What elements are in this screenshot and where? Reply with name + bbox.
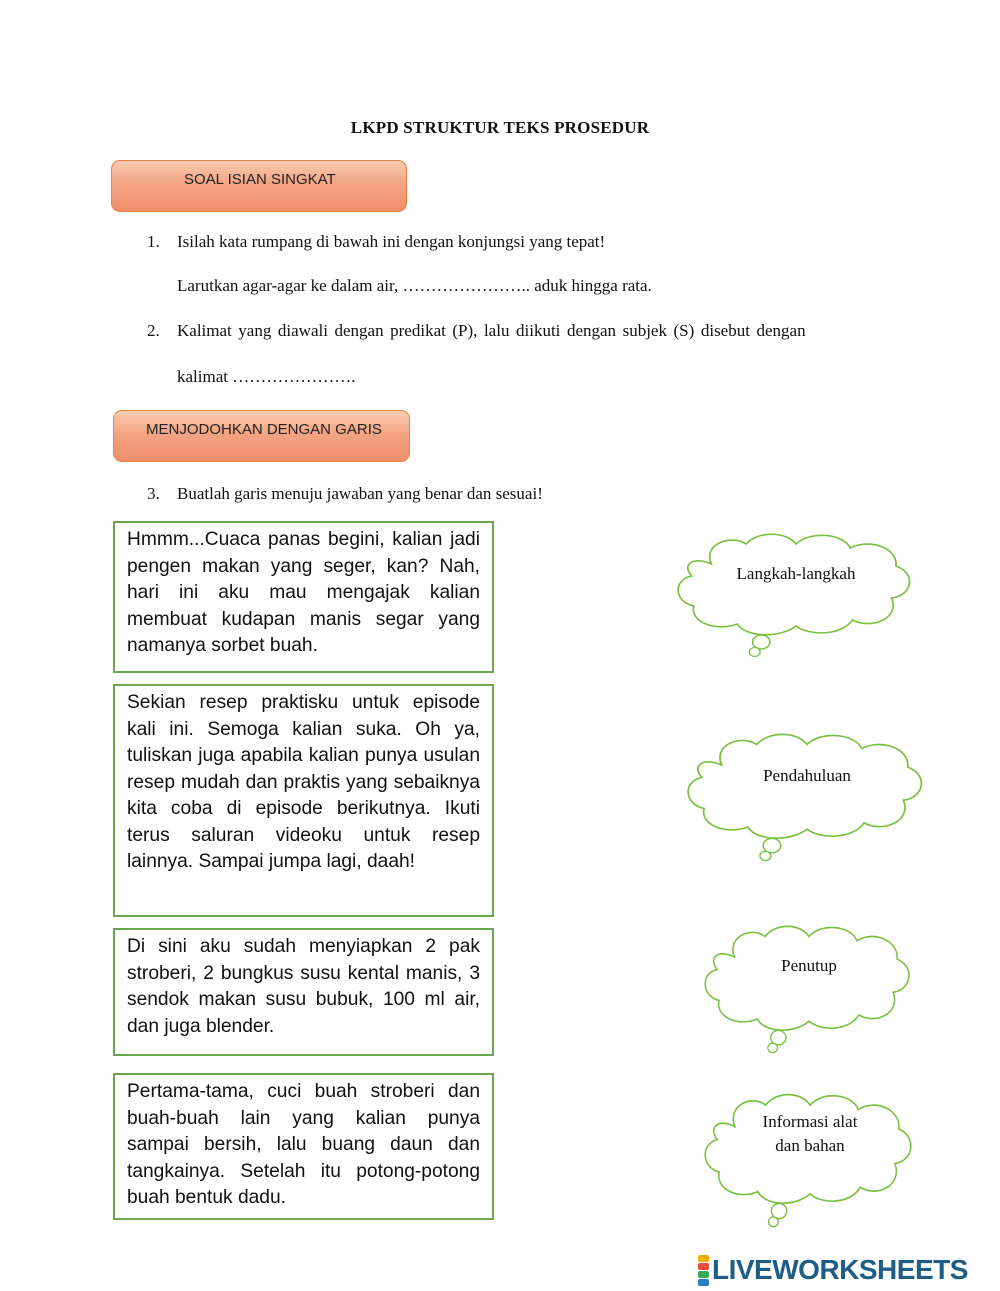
text-box-closing[interactable]: Sekian resep praktisku untuk episode kali ini. Semoga kalian suka. Oh ya, tuliskan juga apabila kalian punya usulan resep mudah dan praktis yang sebaiknya kita coba di episode berikutnya. Ikuti terus saluran videoku untuk resep lainnya. Sampai jumpa lagi, daah! bbox=[113, 684, 494, 917]
answer-label-line1: Informasi alat bbox=[762, 1112, 858, 1131]
section-short-answer-label: SOAL ISIAN SINGKAT bbox=[184, 171, 336, 188]
text-box-steps[interactable]: Pertama-tama, cuci buah stroberi dan buah-buah lain yang kalian punya sampai bersih, lalu buang daun dan tangkainya. Setelah itu potong-potong buah bentuk dadu. bbox=[113, 1073, 494, 1220]
thought-cloud-icon bbox=[680, 730, 934, 858]
answer-label-line2: dan bahan bbox=[775, 1136, 845, 1155]
answer-label bbox=[680, 764, 934, 788]
answer-label bbox=[698, 954, 920, 978]
question-number: 1. bbox=[147, 232, 160, 251]
answer-cloud-introduction[interactable] bbox=[680, 730, 934, 858]
answer-label-line1: Penutup bbox=[781, 956, 837, 975]
section-short-answer bbox=[111, 160, 407, 212]
question-number: 3. bbox=[147, 484, 160, 503]
answer-label-line1: Langkah-langkah bbox=[736, 564, 856, 583]
question-text: Isilah kata rumpang di bawah ini dengan konjungsi yang tepat! bbox=[177, 232, 606, 251]
worksheet-title: LKPD STRUKTUR TEKS PROSEDUR bbox=[350, 118, 650, 137]
answer-label-line1: Pendahuluan bbox=[763, 766, 851, 785]
liveworksheets-logo-icon bbox=[698, 1255, 709, 1286]
text-box-introduction[interactable]: Hmmm...Cuaca panas begini, kalian jadi pengen makan yang seger, kan? Nah, hari ini aku mau mengajak kalian membuat kudapan manis segar yang namanya sorbet buah. bbox=[113, 521, 494, 673]
answer-label bbox=[698, 1110, 922, 1158]
question-sub-text: Larutkan agar-agar ke dalam air, ………………….. aduk hingga rata. bbox=[177, 276, 652, 295]
section-matching-label: MENJODOHKAN DENGAN GARIS bbox=[146, 421, 382, 438]
section-matching bbox=[113, 410, 410, 462]
question-text: Buatlah garis menuju jawaban yang benar dan sesuai! bbox=[177, 484, 543, 503]
thought-cloud-icon bbox=[698, 922, 920, 1050]
liveworksheets-logo bbox=[698, 1253, 968, 1287]
thought-cloud-icon bbox=[670, 530, 922, 654]
answer-cloud-tools-materials[interactable] bbox=[698, 1090, 922, 1224]
liveworksheets-wordmark: LIVEWORKSHEETS bbox=[712, 1254, 968, 1285]
answer-cloud-closing[interactable] bbox=[698, 922, 920, 1050]
question-text: Kalimat yang diawali dengan predikat (P), lalu diikuti dengan subjek (S) disebut dengan bbox=[177, 321, 806, 340]
question-sub-text: kalimat …………………. bbox=[177, 367, 356, 386]
answer-label bbox=[670, 562, 922, 586]
answer-cloud-steps[interactable] bbox=[670, 530, 922, 654]
text-box-tools-materials[interactable]: Di sini aku sudah menyiapkan 2 pak stroberi, 2 bungkus susu kental manis, 3 sendok makan susu bubuk, 100 ml air, dan juga blender. bbox=[113, 928, 494, 1056]
question-number: 2. bbox=[147, 321, 160, 340]
